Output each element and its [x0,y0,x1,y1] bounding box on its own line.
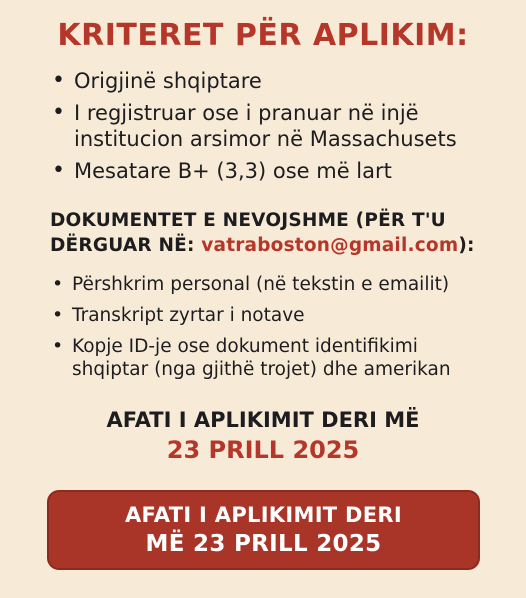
documents-heading-suffix: ): [458,235,475,256]
document-item-text: Kopje ID-je ose dokument identifikimi shqiptar (nga gjithë trojet) dhe amerikan [72,336,451,380]
documents-list [50,273,490,389]
list-item [50,335,490,381]
bullet-icon: • [52,304,64,326]
bullet-icon: • [52,158,65,183]
criteria-title: KRITERET PËR APLIKIM: [57,18,469,53]
bullet-icon: • [52,100,65,125]
deadline-date: 23 PRILL 2025 [166,436,360,464]
criteria-item-text: Origjinë shqiptare [74,69,262,93]
list-item [50,304,490,327]
list-item [50,158,490,184]
criteria-list [50,68,490,190]
document-item-text: Përshkrim personal (në tekstin e emailit) [72,274,450,295]
criteria-item-text: Mesatare B+ (3,3) ose më lart [74,159,392,183]
list-item [50,68,490,94]
deadline-notice [0,406,526,466]
email-link[interactable]: vatraboston@gmail.com [201,235,459,256]
deadline-banner [47,490,480,570]
bullet-icon: • [52,273,64,295]
list-item [50,100,490,152]
documents-heading-prefix: DOKUMENTET E NEVOJSHME (PËR T'U DËRGUAR NË: [50,210,446,256]
bullet-icon: • [52,68,65,93]
banner-line-1: AFATI I APLIKIMIT DERI [124,503,403,527]
document-item-text: Transkript zyrtar i notave [72,305,305,326]
documents-heading [50,208,510,258]
banner-line-2: MË 23 PRILL 2025 [145,531,382,557]
list-item [50,273,490,296]
bullet-icon: • [52,335,64,357]
deadline-label: AFATI I APLIKIMIT DERI MË [106,408,420,432]
criteria-item-text: I regjistruar ose i pranuar në injë institucion arsimor në Massachusets [74,101,457,151]
